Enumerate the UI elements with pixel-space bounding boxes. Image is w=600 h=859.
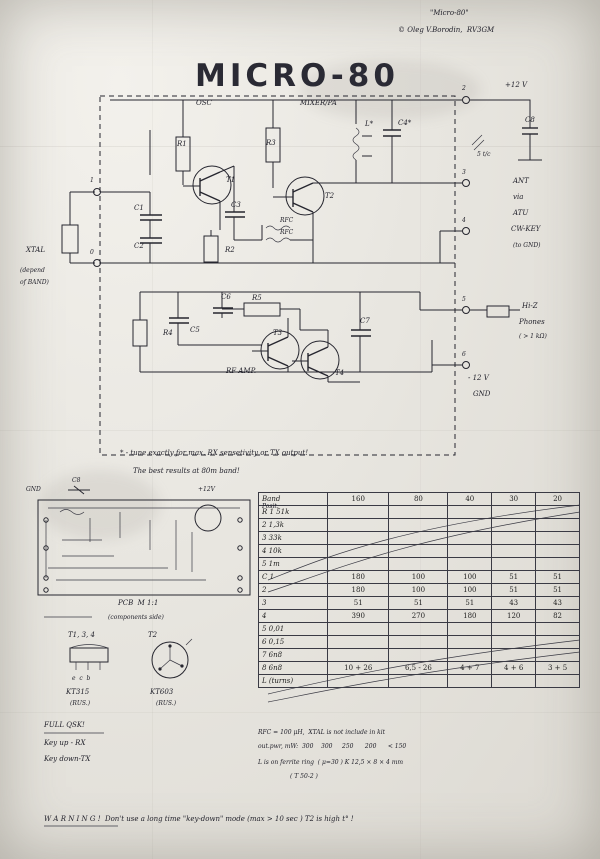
table-cell: 100: [448, 584, 492, 597]
label-mixer-pa: MIXER/PA: [300, 99, 337, 107]
table-cell: [389, 545, 448, 558]
component-C3: C3: [231, 201, 241, 209]
label-ant-atu: ATU: [513, 209, 529, 217]
table-cell: [492, 675, 536, 688]
table-cell: [536, 623, 580, 636]
table-cell: [389, 623, 448, 636]
transistor-type-1-note: (RUS.): [70, 700, 91, 707]
warning-note: W A R N I N G ! Don't use a long time "key-down" mode (max > 10 sec ) T2 is high t° !: [44, 815, 354, 823]
table-cell: [448, 623, 492, 636]
table-cell: 51: [536, 584, 580, 597]
table-cell: 51: [448, 597, 492, 610]
label-xtal: XTAL: [26, 246, 45, 254]
label-xtal-note-1: (depend: [20, 267, 45, 274]
table-cell: [389, 506, 448, 519]
pcb-caption: PCB M 1:1: [118, 599, 159, 607]
table-cell: 51: [492, 584, 536, 597]
table-row-label: 8 6n8: [259, 662, 328, 675]
table-cell: [448, 558, 492, 571]
table-cell: [389, 519, 448, 532]
transistor-label-2: T2: [148, 631, 158, 639]
table-cell: [448, 532, 492, 545]
full-qsk-title: FULL QSK!: [44, 721, 85, 729]
table-cell: [492, 545, 536, 558]
table-row-label: R 1 51k: [259, 506, 328, 519]
table-cell: [389, 636, 448, 649]
qsk-line-1: Key up - RX: [44, 739, 86, 747]
table-cell: [536, 649, 580, 662]
table-cell: 100: [448, 571, 492, 584]
transistor-pins-1: e c b: [72, 675, 91, 682]
band-parameters-table: [258, 492, 580, 688]
pin-1: 1: [90, 177, 94, 184]
table-cell: 82: [536, 610, 580, 623]
table-cell: 10 + 26: [328, 662, 389, 675]
table-cell: [492, 519, 536, 532]
table-cell: [328, 519, 389, 532]
table-cell: [328, 623, 389, 636]
label-hi-z: Hi-Z: [522, 302, 538, 310]
table-cell: [448, 675, 492, 688]
table-cell: [492, 558, 536, 571]
label-xtal-note-2: of BAND): [20, 279, 49, 286]
component-C4: C4*: [398, 119, 412, 127]
table-cell: [536, 519, 580, 532]
table-row: [259, 597, 580, 610]
label-cw-key-gnd: (to GND): [513, 242, 541, 249]
doc-caption: "Micro-80": [430, 9, 469, 17]
table-cell: [536, 532, 580, 545]
component-R5: R5: [252, 294, 262, 302]
label-phones: Phones: [519, 318, 545, 326]
pin-0: 0: [90, 249, 94, 256]
table-col-20: 20: [536, 493, 580, 506]
note-rfc: RFC = 100 μH, XTAL is not include in kit: [258, 729, 386, 736]
table-cell: [492, 649, 536, 662]
table-col-40: 40: [448, 493, 492, 506]
component-C1: C1: [134, 204, 144, 212]
label-rfc-1: RFC: [280, 217, 294, 224]
doc-copyright: © Oleg V.Borodin, RV3GM: [398, 26, 495, 34]
table-cell: 4 + 6: [492, 662, 536, 675]
table-row-label: 5 1m: [259, 558, 328, 571]
table-cell: 43: [536, 597, 580, 610]
table-col-80: 80: [389, 493, 448, 506]
table-row-label: 2 1,3k: [259, 519, 328, 532]
component-L: L*: [365, 120, 374, 128]
table-cell: 4 + 7: [448, 662, 492, 675]
note-output-power: out.pwr, mW: 300 300 250 200 < 150: [258, 743, 407, 750]
table-cell: [492, 636, 536, 649]
table-row-label: 4: [259, 610, 328, 623]
table-row: [259, 662, 580, 675]
table-cell: [328, 558, 389, 571]
pcb-subcaption: (components side): [108, 614, 164, 621]
table-cell: 3 + 5: [536, 662, 580, 675]
label-rf-amp: RF AMP.: [226, 367, 257, 375]
table-cell: [448, 636, 492, 649]
table-cell: [328, 532, 389, 545]
table-cell: [448, 545, 492, 558]
pin-6: 6: [462, 351, 466, 358]
table-row: [259, 623, 580, 636]
table-col-160: 160: [328, 493, 389, 506]
table-cell: [389, 532, 448, 545]
label-coil-turns: 5 t/c: [477, 151, 491, 158]
table-cell: [328, 506, 389, 519]
component-T1: T1: [226, 176, 236, 184]
table-cell: 51: [492, 571, 536, 584]
table-cell: [448, 519, 492, 532]
component-C8: C8: [525, 116, 535, 124]
label-phones-imp: ( > 1 kΩ): [519, 333, 547, 340]
table-row-label: L (turns): [259, 675, 328, 688]
table-cell: 100: [389, 584, 448, 597]
table-cell: [328, 649, 389, 662]
component-R1: R1: [177, 140, 187, 148]
table-row: [259, 545, 580, 558]
pin-2: 2: [462, 85, 466, 92]
qsk-line-2: Key down-TX: [44, 755, 91, 763]
transistor-type-1: KT315: [66, 688, 90, 696]
table-cell: 6,5 - 26: [389, 662, 448, 675]
table-row-label: 5 0,01: [259, 623, 328, 636]
table-row-label: 3: [259, 597, 328, 610]
transistor-type-2: KT603: [150, 688, 174, 696]
pcb-label-c8: C8: [72, 477, 81, 484]
table-cell: 43: [492, 597, 536, 610]
table-cell: [536, 506, 580, 519]
table-cell: [536, 675, 580, 688]
component-C2: C2: [134, 242, 144, 250]
table-row-label: C 1: [259, 571, 328, 584]
table-cell: [448, 506, 492, 519]
table-row: [259, 532, 580, 545]
component-C7: C7: [360, 317, 370, 325]
table-cell: [328, 636, 389, 649]
table-row-label: 7 6n8: [259, 649, 328, 662]
table-cell: [328, 545, 389, 558]
table-row-label: 3 33k: [259, 532, 328, 545]
component-R3: R3: [266, 139, 276, 147]
label-ant-via: via: [513, 193, 524, 201]
table-cell: [448, 649, 492, 662]
table-row: [259, 519, 580, 532]
table-cell: [389, 675, 448, 688]
corner-posit-label: Posit.: [262, 503, 279, 510]
label-ant: ANT: [513, 177, 529, 185]
component-C6: C6: [221, 293, 231, 301]
table-cell: [536, 545, 580, 558]
transistor-type-2-note: (RUS.): [156, 700, 177, 707]
table-row-label: 2: [259, 584, 328, 597]
pcb-label-gnd: GND: [26, 486, 41, 493]
table-cell: [492, 623, 536, 636]
note-tune-2: The best results at 80m band!: [133, 467, 240, 475]
table-cell: [389, 558, 448, 571]
table-row: [259, 558, 580, 571]
table-row: [259, 649, 580, 662]
table-cell: [492, 532, 536, 545]
table-cell: [492, 506, 536, 519]
table-cell: 51: [536, 571, 580, 584]
table-col-30: 30: [492, 493, 536, 506]
table-cell: 120: [492, 610, 536, 623]
table-row-label: 4 10k: [259, 545, 328, 558]
label-minus12v: - 12 V: [468, 374, 489, 382]
table-row: [259, 584, 580, 597]
component-T4: T4: [335, 369, 345, 377]
component-C5: C5: [190, 326, 200, 334]
table-row-label: 6 0,15: [259, 636, 328, 649]
label-cw-key: CW-KEY: [511, 225, 541, 233]
table-cell: [328, 675, 389, 688]
component-R2: R2: [225, 246, 235, 254]
table-cell: 180: [328, 571, 389, 584]
table-cell: 180: [448, 610, 492, 623]
component-T3: T3: [273, 329, 283, 337]
pin-5: 5: [462, 296, 466, 303]
label-rfc-2: RFC: [280, 229, 294, 236]
table-cell: [389, 649, 448, 662]
table-row: [259, 675, 580, 688]
note-tune-1: * - tune exactly for max. RX sensetivity or TX output!: [120, 449, 309, 457]
component-T2: T2: [325, 192, 335, 200]
note-l-ring-1: L is on ferrite ring ( μ=30 ) K 12,5 × 8 × 4 mm: [258, 759, 404, 766]
label-plus12v: +12 V: [505, 81, 528, 89]
table-cell: 100: [389, 571, 448, 584]
table-row: [259, 506, 580, 519]
pin-4: 4: [462, 217, 466, 224]
table-body: [259, 503, 580, 688]
table-row: [259, 571, 580, 584]
table-cell: 51: [389, 597, 448, 610]
pin-3: 3: [462, 169, 466, 176]
note-l-ring-2: ( T 50-2 ): [290, 773, 318, 780]
page-title: MICRO-80: [195, 58, 399, 94]
table-row: [259, 610, 580, 623]
table-header-row: [259, 493, 580, 506]
label-osc: OSC: [196, 99, 212, 107]
pcb-label-12v: +12V: [198, 486, 215, 493]
table-cell: 270: [389, 610, 448, 623]
component-R4: R4: [163, 329, 173, 337]
transistor-label-1: T1, 3, 4: [68, 631, 95, 639]
table-cell: 390: [328, 610, 389, 623]
table-cell: [536, 636, 580, 649]
table-row: [259, 636, 580, 649]
label-gnd: GND: [473, 390, 491, 398]
table-cell: 180: [328, 584, 389, 597]
corner-band: Band: [262, 495, 281, 503]
table-cell: 51: [328, 597, 389, 610]
table-cell: [536, 558, 580, 571]
